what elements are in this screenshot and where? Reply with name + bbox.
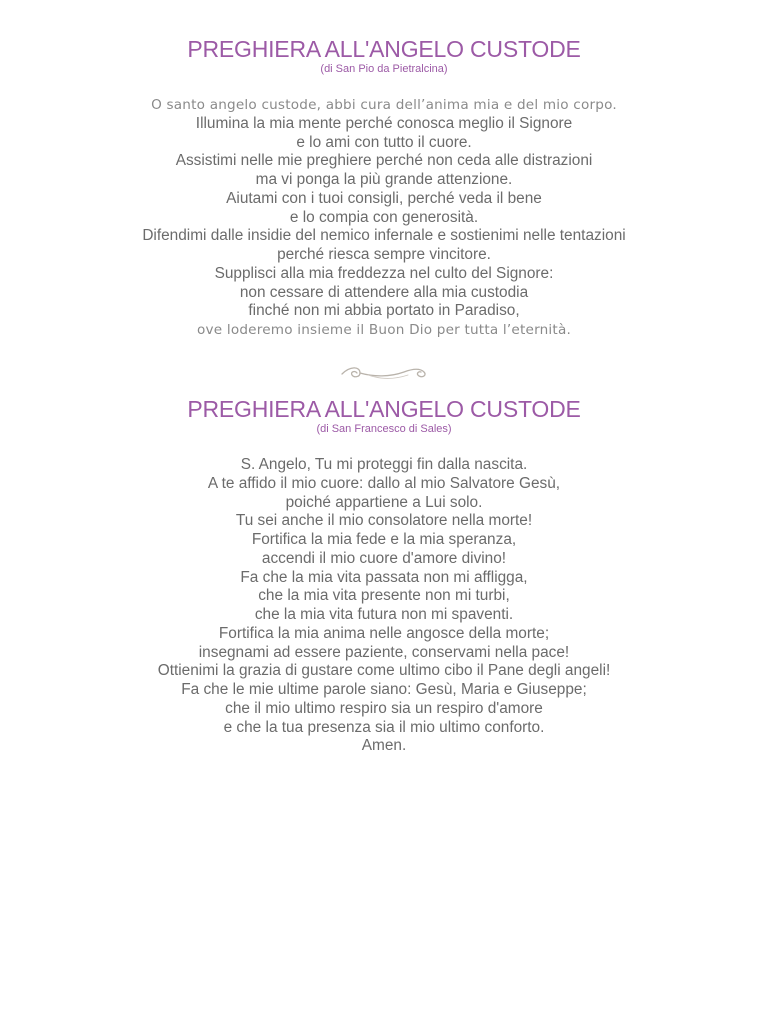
prayer-2-line: che il mio ultimo respiro sia un respiro d'amore xyxy=(225,699,543,717)
prayer-1-line: finché non mi abbia portato in Paradiso, xyxy=(248,302,520,320)
flourish-ornament-icon xyxy=(338,362,430,384)
prayer-2-header xyxy=(0,396,768,436)
prayer-1-line: Illumina la mia mente perché conosca meglio il Signore xyxy=(195,114,573,132)
prayer-1-line: O santo angelo custode, abbi cura dell’anima mia e del mio corpo. xyxy=(151,97,617,113)
prayer-1-line: ove loderemo insieme il Buon Dio per tutta l’eternità. xyxy=(197,322,571,338)
prayer-2-line: Ottienimi la grazia di gustare come ultimo cibo il Pane degli angeli! xyxy=(157,662,611,680)
prayer-1-line: Supplisci alla mia freddezza nel culto del Signore: xyxy=(214,264,554,282)
prayer-1-subtitle: (di San Pio da Pietralcina) xyxy=(320,63,448,75)
prayer-2-line: Amen. xyxy=(361,737,407,755)
prayer-1-line: ma vi ponga la più grande attenzione. xyxy=(255,171,513,188)
prayer-1-title: PREGHIERA ALL'ANGELO CUSTODE xyxy=(187,36,581,62)
prayer-2-subtitle: (di San Francesco di Sales) xyxy=(316,423,452,435)
prayer-1-line: Aiutami con i tuoi consigli, perché veda il bene xyxy=(226,189,542,207)
prayer-2-line: Tu sei anche il mio consolatore nella morte! xyxy=(235,512,533,530)
prayer-1-line: e lo compia con generosità. xyxy=(289,208,479,226)
prayer-1-line: non cessare di attendere alla mia custodia xyxy=(239,283,529,301)
prayer-2-line: e che la tua presenza sia il mio ultimo conforto. xyxy=(223,718,545,736)
prayer-2-line: insegnami ad essere paziente, conservami nella pace! xyxy=(198,643,570,661)
prayer-2-line: Fortifica la mia fede e la mia speranza, xyxy=(251,531,517,548)
prayer-2-line: che la mia vita futura non mi spaventi. xyxy=(254,606,514,623)
prayer-2-title: PREGHIERA ALL'ANGELO CUSTODE xyxy=(187,396,581,422)
prayer-1-line: Assistimi nelle mie preghiere perché non ceda alle distrazioni xyxy=(175,152,593,170)
prayer-1-header xyxy=(0,36,768,76)
prayer-1-line: e lo ami con tutto il cuore. xyxy=(296,133,472,151)
prayer-2-line: poiché appartiene a Lui solo. xyxy=(285,493,483,511)
flourish-divider xyxy=(0,362,768,389)
prayer-2-line: Fa che le mie ultime parole siano: Gesù, Maria e Giuseppe; xyxy=(181,681,587,698)
prayer-2-line: A te affido il mio cuore: dallo al mio Salvatore Gesù, xyxy=(207,474,561,492)
prayer-1-body xyxy=(0,96,768,340)
prayer-2-line: S. Angelo, Tu mi proteggi fin dalla nascita. xyxy=(240,456,528,473)
prayer-1-line: Difendimi dalle insidie del nemico infernale e sostienimi nelle tentazioni xyxy=(142,227,626,245)
prayer-2-line: Fa che la mia vita passata non mi affligga, xyxy=(240,568,528,586)
prayer-2-line: accendi il mio cuore d'amore divino! xyxy=(261,549,507,567)
prayer-2-body xyxy=(0,456,768,756)
prayer-1-line: perché riesca sempre vincitore. xyxy=(277,246,491,263)
prayer-2-line: che la mia vita presente non mi turbi, xyxy=(258,587,510,605)
prayer-2-line: Fortifica la mia anima nelle angosce della morte; xyxy=(218,624,550,642)
